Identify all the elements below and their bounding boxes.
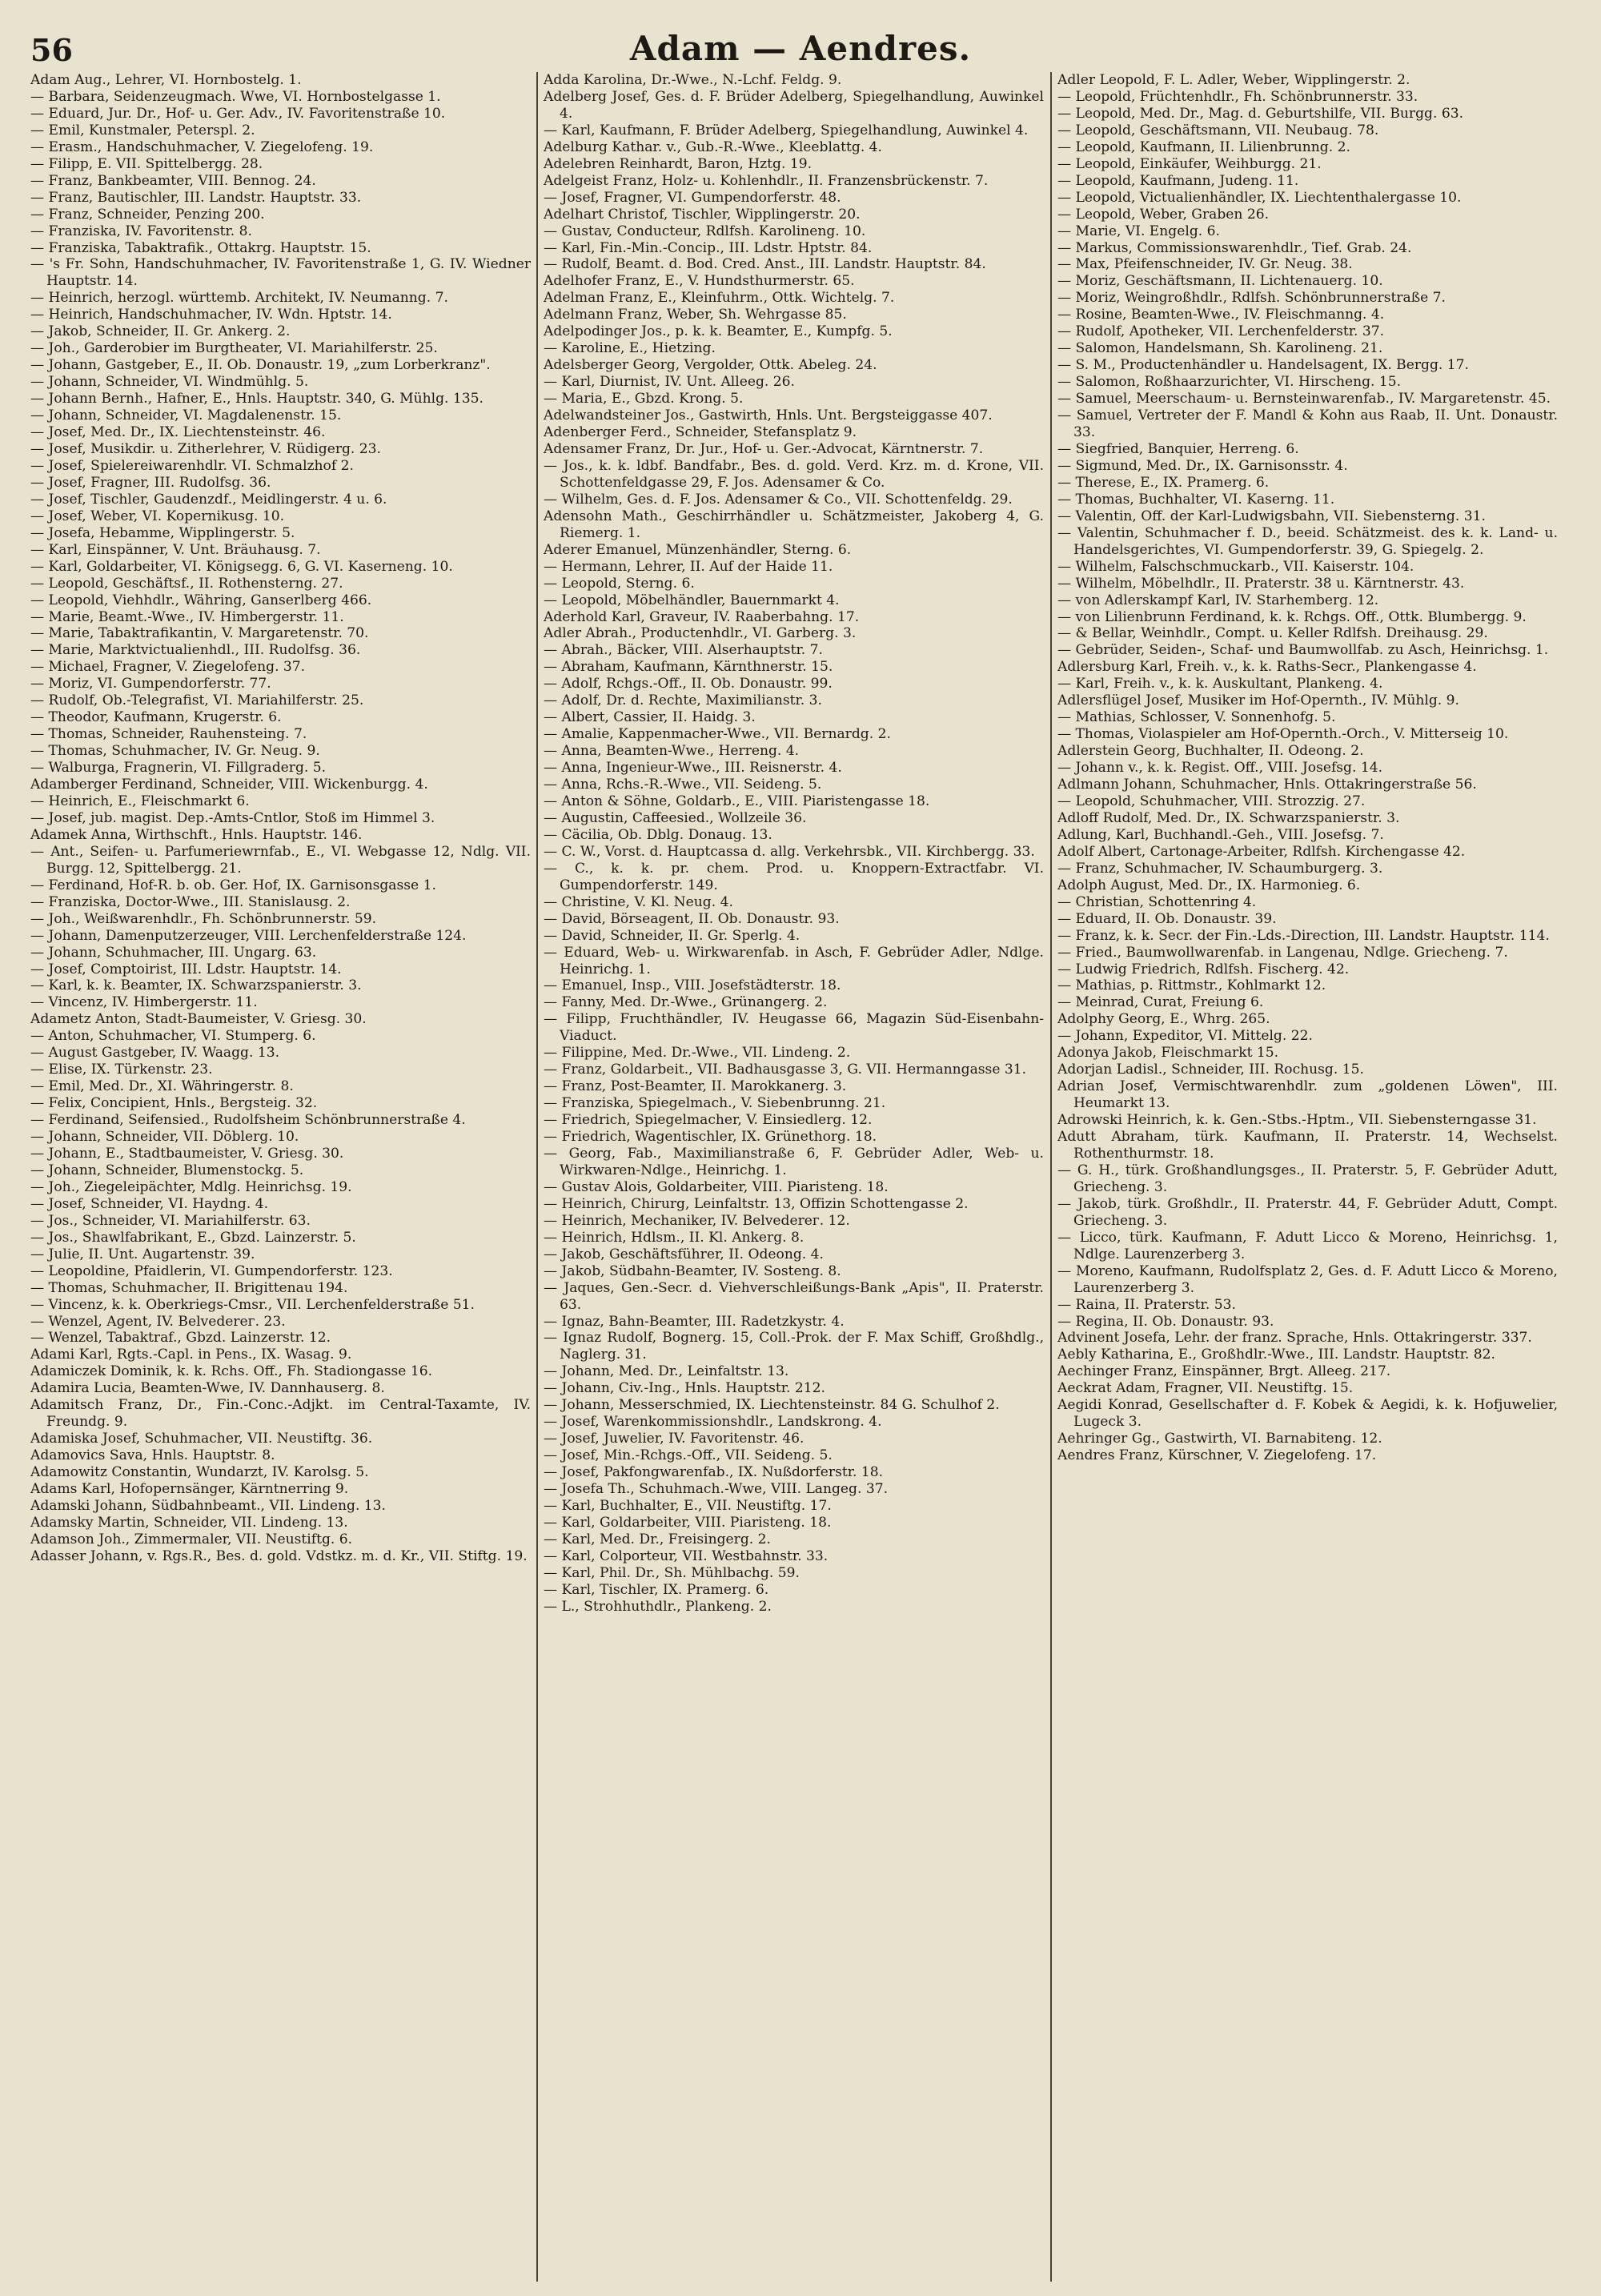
directory-entry: — Markus, Commissionswarenhdlr., Tief. Grab. 24. [1057, 239, 1412, 256]
directory-entry: Adensamer Franz, Dr. Jur., Hof- u. Ger.-Advocat, Kärntnerstr. 7. [544, 440, 984, 457]
directory-entry: — Josef, Schneider, VI. Haydng. 4. [30, 1195, 269, 1212]
directory-entry: — Christian, Schottenring 4. [1057, 893, 1257, 910]
directory-entry: — Cäcilia, Ob. Dblg. Donaug. 13. [544, 826, 772, 843]
directory-entry: — Josef, Juwelier, IV. Favoritenstr. 46. [544, 1431, 805, 1447]
directory-entry: — Jos., Schneider, VI. Mariahilferstr. 63. [30, 1212, 311, 1229]
directory-entry: — Gustav Alois, Goldarbeiter, VIII. Piaristeng. 18. [544, 1178, 889, 1195]
directory-entry: — Jaques, Gen.-Secr. d. Viehverschleißungs-Bank „Apis", II. Praterstr. 63. [544, 1279, 1044, 1313]
directory-entry: — Marie, Beamt.-Wwe., IV. Himbergerstr. 11. [30, 608, 344, 625]
directory-entry: — Leopold, Med. Dr., Mag. d. Geburtshilfe, VII. Burgg. 63. [1057, 105, 1464, 122]
directory-entry: — Ludwig Friedrich, Rdlfsh. Fischerg. 42. [1057, 961, 1350, 977]
directory-entry: — Eduard, Jur. Dr., Hof- u. Ger. Adv., IV. Favoritenstraße 10. [30, 105, 446, 122]
directory-entry: Adlersflügel Josef, Musiker im Hof-Opernth., IV. Mühlg. 9. [1057, 692, 1459, 709]
directory-entry: — S. M., Productenhändler u. Handelsagent, IX. Bergg. 17. [1057, 357, 1469, 374]
directory-entry: — David, Börseagent, II. Ob. Donaustr. 93. [544, 910, 840, 927]
directory-entry: — Thomas, Schneider, Rauhensteing. 7. [30, 726, 307, 743]
directory-entry: — Johann, Civ.-Ing., Hnls. Hauptstr. 212. [544, 1380, 825, 1397]
directory-entry: — von Adlerskampf Karl, IV. Starhemberg. 12. [1057, 592, 1379, 608]
directory-entry: — Georg, Fab., Maximilianstraße 6, F. Gebrüder Adler, Web- u. Wirkwaren-Ndlge., Heinrichg. 1. [544, 1146, 1044, 1178]
directory-entry: — Leopold, Einkäufer, Weihburgg. 21. [1057, 155, 1322, 172]
directory-entry: — Johann, Damenputzerzeuger, VIII. Lerchenfelderstraße 124. [30, 927, 467, 944]
directory-entry: Adams Karl, Hofopernsänger, Kärntnerring 9. [30, 1481, 349, 1498]
directory-entry: — Jakob, Geschäftsführer, II. Odeong. 4. [544, 1246, 824, 1262]
directory-entry: — Johann, Schneider, VI. Windmühlg. 5. [30, 374, 309, 391]
directory-entry: Adamiczek Dominik, k. k. Rchs. Off., Fh. Stadiongasse 16. [30, 1363, 433, 1380]
directory-entry: Adensohn Math., Geschirrhändler u. Schätzmeister, Jakoberg 4, G. Riemerg. 1. [544, 508, 1044, 541]
directory-entry: — Josef, Warenkommissionshdlr., Landskrong. 4. [544, 1414, 882, 1431]
directory-entry: — Barbara, Seidenzeugmach. Wwe, VI. Hornbostelgasse 1. [30, 88, 441, 105]
directory-entry: — Karl, Med. Dr., Freisingerg. 2. [544, 1531, 771, 1547]
directory-entry: Adelman Franz, E., Kleinfuhrm., Ottk. Wichtelg. 7. [544, 290, 895, 307]
directory-entry: — Leopold, Möbelhändler, Bauernmarkt 4. [544, 592, 840, 608]
directory-entry: — Jakob, türk. Großhdlr., II. Praterstr. 44, F. Gebrüder Adutt, Compt. Griecheng. 3. [1057, 1195, 1558, 1229]
directory-entry: — Leopold, Victualienhändler, IX. Liechtenthalergasse 10. [1057, 189, 1462, 206]
directory-entry: — Rudolf, Apotheker, VII. Lerchenfelderstr. 37. [1057, 323, 1385, 340]
directory-entry: — Adolf, Dr. d. Rechte, Maximilianstr. 3. [544, 692, 822, 709]
directory-entry: Aderer Emanuel, Münzenhändler, Sterng. 6. [544, 541, 852, 558]
directory-entry: — Karl, Freih. v., k. k. Auskultant, Plankeng. 4. [1057, 676, 1383, 692]
directory-entry: — Josefa Th., Schuhmach.-Wwe, VIII. Langeg. 37. [544, 1481, 889, 1498]
directory-entry: Advinent Josefa, Lehr. der franz. Sprache, Hnls. Ottakringerstr. 337. [1057, 1330, 1532, 1347]
directory-entry: Adlmann Johann, Schuhmacher, Hnls. Ottakringerstraße 56. [1057, 777, 1477, 793]
directory-entry: Adelsberger Georg, Vergolder, Ottk. Abeleg. 24. [544, 357, 877, 374]
directory-entry: — Meinrad, Curat, Freiung 6. [1057, 994, 1264, 1011]
directory-entry: Adorjan Ladisl., Schneider, III. Rochusg. 15. [1057, 1062, 1364, 1078]
directory-entry: — Mathias, Schlosser, V. Sonnenhofg. 5. [1057, 709, 1336, 726]
directory-entry: — Heinrich, Hdlsm., II. Kl. Ankerg. 8. [544, 1229, 805, 1246]
directory-entry: — Rudolf, Ob.-Telegrafist, VI. Mariahilferstr. 25. [30, 692, 364, 709]
directory-entry: — Karl, Kaufmann, F. Brüder Adelberg, Spiegelhandlung, Auwinkel 4. [544, 122, 1029, 138]
directory-entry: — David, Schneider, II. Gr. Sperlg. 4. [544, 927, 800, 944]
directory-entry: — Josef, jub. magist. Dep.-Amts-Cntlor, Stoß im Himmel 3. [30, 809, 435, 826]
directory-entry: — Abraham, Kaufmann, Kärnthnerstr. 15. [544, 659, 833, 676]
directory-entry: — Karl, Tischler, IX. Pramerg. 6. [544, 1581, 769, 1598]
directory-entry: — von Lilienbrunn Ferdinand, k. k. Rchgs. Off., Ottk. Blumbergg. 9. [1057, 608, 1527, 625]
directory-entry: — Adolf, Rchgs.-Off., II. Ob. Donaustr. 99. [544, 676, 833, 692]
directory-entry: — Franziska, IV. Favoritenstr. 8. [30, 223, 252, 239]
directory-entry: — G. H., türk. Großhandlungsges., II. Praterstr. 5, F. Gebrüder Adutt, Griecheng. 3. [1057, 1162, 1558, 1195]
directory-entry: — Josef, Weber, VI. Kopernikusg. 10. [30, 508, 285, 524]
directory-entry: Adonya Jakob, Fleischmarkt 15. [1057, 1045, 1279, 1062]
directory-entry: — Therese, E., IX. Pramerg. 6. [1057, 474, 1270, 491]
directory-entry: — Jakob, Schneider, II. Gr. Ankerg. 2. [30, 323, 291, 340]
directory-entry: — Wilhelm, Falschschmuckarb., VII. Kaiserstr. 104. [1057, 558, 1414, 575]
directory-entry: — Heinrich, E., Fleischmarkt 6. [30, 793, 250, 809]
directory-entry: Adamek Anna, Wirthschft., Hnls. Hauptstr. 146. [30, 826, 363, 843]
directory-entry: — Eduard, II. Ob. Donaustr. 39. [1057, 910, 1277, 927]
directory-entry: — Thomas, Buchhalter, VI. Kaserng. 11. [1057, 491, 1335, 508]
directory-entry: Adelburg Kathar. v., Gub.-R.-Wwe., Kleeblattg. 4. [544, 138, 882, 155]
directory-entry: — C., k. k. pr. chem. Prod. u. Knoppern-Extractfabr. VI. Gumpendorferstr. 149. [544, 860, 1044, 893]
directory-entry: — Anton & Söhne, Goldarb., E., VIII. Piaristengasse 18. [544, 793, 930, 809]
directory-entry: — Filipp, Fruchthändler, IV. Heugasse 66, Magazin Süd-Eisenbahn-Viaduct. [544, 1011, 1044, 1045]
directory-entry: — Joh., Weißwarenhdlr., Fh. Schönbrunnerstr. 59. [30, 910, 377, 927]
directory-entry: — Ant., Seifen- u. Parfumeriewrnfab., E., VI. Webgasse 12, Ndlg. VII. Burgg. 12, Spittelbergg. 21. [30, 843, 531, 877]
directory-entry: Adelwandsteiner Jos., Gastwirth, Hnls. Unt. Bergsteiggasse 407. [544, 407, 993, 424]
directory-entry: — Licco, türk. Kaufmann, F. Adutt Licco & Moreno, Heinrichsg. 1, Ndlge. Laurenzerberg 3. [1057, 1229, 1558, 1262]
directory-entry: — Erasm., Handschuhmacher, V. Ziegelofeng. 19. [30, 138, 374, 155]
directory-entry: — Felix, Concipient, Hnls., Bergsteig. 32. [30, 1095, 318, 1112]
directory-entry: Adler Abrah., Productenhdlr., VI. Garberg. 3. [544, 625, 857, 642]
directory-entry: Adamski Johann, Südbahnbeamt., VII. Lindeng. 13. [30, 1498, 386, 1515]
directory-entry: — Valentin, Off. der Karl-Ludwigsbahn, VII. Siebensterng. 31. [1057, 508, 1486, 524]
directory-entry: — Heinrich, Handschuhmacher, IV. Wdn. Hptstr. 14. [30, 307, 392, 323]
directory-entry: — Ferdinand, Seifensied., Rudolfsheim Schönbrunnerstraße 4. [30, 1112, 466, 1129]
directory-entry: — Karl, Fin.-Min.-Concip., III. Ldstr. Hptstr. 84. [544, 239, 873, 256]
directory-entry: — Leopold, Geschäftsmann, VII. Neubaug. 78. [1057, 122, 1379, 138]
directory-entry: — Johann, Schneider, VI. Magdalenenstr. 15. [30, 407, 342, 424]
directory-entry: — Josef, Fragner, III. Rudolfsg. 36. [30, 474, 271, 491]
directory-entry: — Theodor, Kaufmann, Krugerstr. 6. [30, 709, 282, 726]
directory-entry: — Franz, Bautischler, III. Landstr. Hauptstr. 33. [30, 189, 362, 206]
directory-entry: — 's Fr. Sohn, Handschuhmacher, IV. Favoritenstraße 1, G. IV. Wiedner Hauptstr. 14. [30, 256, 531, 290]
directory-entry: Adda Karolina, Dr.-Wwe., N.-Lchf. Feldg. 9. [544, 72, 842, 88]
page-header [30, 29, 1571, 74]
directory-entry: — Regina, II. Ob. Donaustr. 93. [1057, 1313, 1274, 1330]
directory-entry: — Wenzel, Agent, IV. Belvederег. 23. [30, 1313, 286, 1330]
directory-entry: — Leopold, Viehhdlr., Währing, Ganserlberg 466. [30, 592, 372, 608]
directory-entry: — Jakob, Südbahn-Beamter, IV. Sosteng. 8. [544, 1262, 841, 1279]
directory-entry: — Valentin, Schuhmacher f. D., beeid. Schätzmeist. des k. k. Land- u. Handelsgerichtes, VI. Gumpendorferstr. 39, G. Spiegelg. 2. [1057, 524, 1558, 558]
directory-entry: Adametz Anton, Stadt-Baumeister, V. Griesg. 30. [30, 1011, 367, 1028]
directory-entry: — Hermann, Lehrer, II. Auf der Haide 11. [544, 558, 833, 575]
directory-entry: Aebly Katharina, E., Großhdlr.-Wwe., III. Landstr. Hauptstr. 82. [1057, 1347, 1495, 1363]
directory-columns [30, 72, 1571, 2282]
directory-entry: Adelberg Josef, Ges. d. F. Brüder Adelberg, Spiegelhandlung, Auwinkel 4. [544, 88, 1044, 122]
directory-entry: — Joh., Garderobier im Burgtheater, VI. Mariahilferstr. 25. [30, 340, 438, 357]
directory-entry: — Franz, Schneider, Penzing 200. [30, 206, 265, 223]
directory-entry: Adasser Johann, v. Rgs.R., Bes. d. gold. Vdstkz. m. d. Kr., VII. Stiftg. 19. [30, 1547, 528, 1564]
directory-entry: — Joh., Ziegeleipächter, Mdlg. Heinrichsg. 19. [30, 1178, 352, 1195]
directory-entry: Adamberger Ferdinand, Schneider, VIII. Wickenburgg. 4. [30, 777, 428, 793]
directory-entry: Adler Leopold, F. L. Adler, Weber, Wipplingerstr. 2. [1057, 72, 1410, 88]
directory-entry: — Leopold, Sterng. 6. [544, 575, 695, 592]
directory-entry: Adrowski Heinrich, k. k. Gen.-Stbs.-Hptm., VII. Siebensterngasse 31. [1057, 1112, 1537, 1129]
directory-entry: — Karl, Phil. Dr., Sh. Mühlbachg. 59. [544, 1564, 800, 1581]
directory-entry: — Leopold, Schuhmacher, VIII. Strozzig. 27. [1057, 793, 1366, 809]
directory-entry: — Franz, Goldarbeit., VII. Badhausgasse 3, G. VII. Hermanngasse 31. [544, 1062, 1027, 1078]
directory-entry: — Marie, Marktvictualienhdl., III. Rudolfsg. 36. [30, 642, 361, 659]
directory-entry: — Thomas, Schuhmacher, IV. Gr. Neug. 9. [30, 743, 320, 760]
directory-entry: — Franz, k. k. Secr. der Fin.-Lds.-Direction, III. Landstr. Hauptstr. 114. [1057, 927, 1550, 944]
directory-entry: Adami Karl, Rgts.-Capl. in Pens., IX. Wasag. 9. [30, 1347, 352, 1363]
directory-entry: Aegidi Konrad, Gesellschafter d. F. Kobek & Aegidi, k. k. Hofjuwelier, Lugeck 3. [1057, 1397, 1558, 1431]
directory-entry: — Johann, E., Stadtbaumeister, V. Griesg. 30. [30, 1146, 344, 1162]
directory-entry: — Filippine, Med. Dr.-Wwe., VII. Lindeng. 2. [544, 1045, 851, 1062]
directory-entry: — Fried., Baumwollwarenfab. in Langenau, Ndlge. Griecheng. 7. [1057, 944, 1508, 961]
directory-entry: — August Gastgeber, IV. Waagg. 13. [30, 1045, 280, 1062]
directory-entry: — Johann, Expeditor, VI. Mittelg. 22. [1057, 1028, 1313, 1045]
directory-entry: — Emil, Kunstmaler, Peterspl. 2. [30, 122, 255, 138]
directory-entry: — Albert, Cassier, II. Haidg. 3. [544, 709, 756, 726]
directory-entry: Adolph August, Med. Dr., IX. Harmonieg. 6. [1057, 877, 1361, 893]
directory-entry: — Karl, Goldarbeiter, VIII. Piaristeng. 18. [544, 1514, 832, 1531]
directory-entry: — Josef, Min.-Rchgs.-Off., VII. Seideng. 5. [544, 1447, 833, 1464]
directory-entry: — Anna, Rchs.-R.-Wwe., VII. Seideng. 5. [544, 777, 822, 793]
directory-entry: — Emanuel, Insp., VIII. Josefstädterstr. 18. [544, 977, 841, 994]
directory-entry: — Walburga, Fragnerin, VI. Fillgraderg. 5. [30, 760, 327, 777]
directory-entry: Adamira Lucia, Beamten-Wwe, IV. Dannhauserg. 8. [30, 1380, 385, 1397]
directory-entry: — Elise, IX. Türkenstr. 23. [30, 1062, 213, 1078]
directory-entry: — Karl, Goldarbeiter, VI. Königsegg. 6, G. VI. Kaserneng. 10. [30, 558, 453, 575]
directory-entry: Adamowitz Constantin, Wundarzt, IV. Karolsg. 5. [30, 1464, 369, 1481]
directory-entry: Adamiska Josef, Schuhmacher, VII. Neustiftg. 36. [30, 1431, 373, 1447]
directory-entry: — L., Strohhuthdlr., Plankeng. 2. [544, 1598, 772, 1615]
directory-entry: — Franz, Bankbeamter, VIII. Bennog. 24. [30, 172, 316, 189]
directory-entry: — Raina, II. Praterstr. 53. [1057, 1296, 1236, 1313]
directory-entry: — Ferdinand, Hof-R. b. ob. Ger. Hof, IX. Garnisonsgasse 1. [30, 877, 436, 893]
directory-entry: — Moriz, Weingroßhdlr., Rdlfsh. Schönbrunnerstraße 7. [1057, 290, 1446, 307]
directory-entry: — Salomon, Roßhaarzurichter, VI. Hirscheng. 15. [1057, 374, 1402, 391]
directory-entry: Adutt Abraham, türk. Kaufmann, II. Praterstr. 14, Wechselst. Rothenthurmstr. 18. [1057, 1129, 1558, 1162]
directory-entry: — Josef, Pakfongwarenfab., IX. Nußdorferstr. 18. [544, 1464, 884, 1481]
directory-entry: Adenberger Ferd., Schneider, Stefansplatz 9. [544, 424, 857, 441]
directory-entry: — Karl, Diurnist, IV. Unt. Alleeg. 26. [544, 374, 795, 391]
directory-entry: — Moreno, Kaufmann, Rudolfsplatz 2, Ges. d. F. Adutt Licco & Moreno, Laurenzerberg 3. [1057, 1262, 1558, 1296]
directory-entry: — Josef, Spielereiwarenhdlr. VI. Schmalzhof 2. [30, 457, 354, 474]
directory-entry: Aendres Franz, Kürschner, V. Ziegelofeng. 17. [1057, 1447, 1377, 1464]
directory-entry: — Josef, Musikdir. u. Zitherlehrer, V. Rüdigerg. 23. [30, 440, 381, 457]
directory-entry: Adolphy Georg, E., Whrg. 265. [1057, 1011, 1270, 1028]
column-divider [536, 72, 538, 2282]
directory-entry: — Josef, Med. Dr., IX. Liechtensteinstr. 46. [30, 424, 326, 441]
directory-entry: — Anna, Ingenieur-Wwe., III. Reisnerstr. 4. [544, 760, 842, 777]
directory-entry: — Rudolf, Beamt. d. Bod. Cred. Anst., III. Landstr. Hauptstr. 84. [544, 256, 986, 273]
directory-entry: — Anna, Beamten-Wwe., Herreng. 4. [544, 743, 800, 760]
directory-entry: — Karl, Einspänner, V. Unt. Bräuhausg. 7. [30, 541, 321, 558]
directory-entry: — Samuel, Meerschaum- u. Bernsteinwarenfab., IV. Margaretenstr. 45. [1057, 391, 1551, 407]
directory-entry: Adamitsch Franz, Dr., Fin.-Conc.-Adjkt. im Central-Taxamte, IV. Freundg. 9. [30, 1397, 531, 1431]
directory-entry: — Leopold, Weber, Graben 26. [1057, 206, 1270, 223]
directory-entry: — Leopoldine, Pfaidlerin, VI. Gumpendorferstr. 123. [30, 1262, 393, 1279]
directory-entry: — Moriz, VI. Gumpendorferstr. 77. [30, 676, 271, 692]
directory-entry: Adam Aug., Lehrer, VI. Hornbostelg. 1. [30, 72, 302, 88]
directory-entry: — Jos., k. k. ldbf. Bandfabr., Bes. d. gold. Verd. Krz. m. d. Krone, VII. Schottenfeldgasse 29, F. Jos. Adensamer & Co. [544, 457, 1044, 491]
directory-entry: Adelpodinger Jos., p. k. k. Beamter, E., Kumpfg. 5. [544, 323, 893, 340]
directory-entry: — Moriz, Geschäftsmann, II. Lichtenauerg. 10. [1057, 273, 1383, 290]
directory-entry: — Gustav, Conducteur, Rdlfsh. Karolineng. 10. [544, 223, 866, 239]
directory-entry: — Johann, Gastgeber, E., II. Ob. Donaustr. 19, „zum Lorberkranz". [30, 357, 491, 374]
directory-entry: — Leopold, Geschäftsf., II. Rothensterng. 27. [30, 575, 343, 592]
directory-entry: — Karl, Buchhalter, E., VII. Neustiftg. 17. [544, 1498, 832, 1515]
directory-entry: — Friedrich, Spiegelmacher, V. Einsiedlerg. 12. [544, 1112, 873, 1129]
directory-entry: — Leopold, Kaufmann, II. Lilienbrunng. 2. [1057, 138, 1350, 155]
directory-entry: — Eduard, Web- u. Wirkwarenfab. in Asch, F. Gebrüder Adler, Ndlge. Heinrichg. 1. [544, 944, 1044, 977]
directory-entry: — Leopold, Kaufmann, Judeng. 11. [1057, 172, 1299, 189]
directory-entry: Aeckrat Adam, Fragner, VII. Neustiftg. 15. [1057, 1380, 1354, 1397]
directory-entry: — Franziska, Doctor-Wwe., III. Stanislausg. 2. [30, 893, 351, 910]
directory-entry: — Josef, Comptoirist, III. Ldstr. Hauptstr. 14. [30, 961, 342, 977]
directory-entry: — Marie, VI. Engelg. 6. [1057, 223, 1220, 239]
directory-entry: Adamovics Sava, Hnls. Hauptstr. 8. [30, 1447, 275, 1464]
directory-entry: — Johann, Schneider, Blumenstockg. 5. [30, 1162, 304, 1178]
directory-entry: — Vincenz, k. k. Oberkriegs-Cmsr., VII. Lerchenfelderstraße 51. [30, 1296, 475, 1313]
directory-entry: — Salomon, Handelsmann, Sh. Karolineng. 21. [1057, 340, 1383, 357]
directory-entry: — C. W., Vorst. d. Hauptcassa d. allg. Verkehrsbk., VII. Kirchbergg. 33. [544, 843, 1035, 860]
directory-entry: — Wilhelm, Möbelhdlr., II. Praterstr. 38 u. Kärntnerstr. 43. [1057, 575, 1465, 592]
directory-entry: — Thomas, Violaspieler am Hof-Opernth.-Orch., V. Mitterseig 10. [1057, 726, 1509, 743]
directory-entry: — Emil, Med. Dr., XI. Währingerstr. 8. [30, 1078, 294, 1095]
directory-entry: — Karl, k. k. Beamter, IX. Schwarzspanierstr. 3. [30, 977, 362, 994]
directory-entry: — Samuel, Vertreter der F. Mandl & Kohn aus Raab, II. Unt. Donaustr. 33. [1057, 407, 1558, 441]
directory-entry: — Heinrich, Chirurg, Leinfaltstr. 13, Offizin Schottengasse 2. [544, 1195, 969, 1212]
directory-entry: Adelhofer Franz, E., V. Hundsthurmerstr. 65. [544, 273, 855, 290]
directory-entry: Adlersburg Karl, Freih. v., k. k. Raths-Secr., Plankengasse 4. [1057, 659, 1477, 676]
directory-entry: Aechinger Franz, Einspänner, Brgt. Alleeg. 217. [1057, 1363, 1391, 1380]
directory-entry: Aderhold Karl, Graveur, IV. Raaberbahng. 17. [544, 608, 860, 625]
directory-entry: — Sigmund, Med. Dr., IX. Garnisonsstr. 4. [1057, 457, 1348, 474]
directory-entry: Adelgeist Franz, Holz- u. Kohlenhdlr., II. Franzensbrückenstr. 7. [544, 172, 989, 189]
column-3 [1057, 72, 1558, 2282]
directory-entry: — Rosine, Beamten-Wwe., IV. Fleischmanng. 4. [1057, 307, 1385, 323]
directory-entry: Adamsky Martin, Schneider, VII. Lindeng. 13. [30, 1514, 348, 1531]
directory-entry: Adamson Joh., Zimmermaler, VII. Neustiftg. 6. [30, 1531, 353, 1547]
directory-entry: — Michael, Fragner, V. Ziegelofeng. 37. [30, 659, 306, 676]
directory-entry: — Max, Pfeifenschneider, IV. Gr. Neug. 38. [1057, 256, 1353, 273]
directory-entry: — Josef, Fragner, VI. Gumpendorferstr. 48. [544, 189, 841, 206]
directory-entry: — Mathias, p. Rittmstr., Kohlmarkt 12. [1057, 977, 1326, 994]
directory-entry: — Franziska, Spiegelmach., V. Siebenbrunng. 21. [544, 1095, 886, 1112]
directory-entry: Adelebren Reinhardt, Baron, Hztg. 19. [544, 155, 813, 172]
directory-entry: — Franz, Post-Beamter, II. Marokkanerg. 3. [544, 1078, 847, 1095]
directory-entry: — Vincenz, IV. Himbergerstr. 11. [30, 994, 258, 1011]
directory-entry: — Johann v., k. k. Regist. Off., VIII. Josefsg. 14. [1057, 760, 1383, 777]
directory-entry: — Johann, Schneider, VII. Döblerg. 10. [30, 1129, 299, 1146]
directory-entry: — Wilhelm, Ges. d. F. Jos. Adensamer & Co., VII. Schottenfeldg. 29. [544, 491, 1013, 508]
directory-entry: — Thomas, Schuhmacher, II. Brigittenau 194. [30, 1279, 348, 1296]
directory-entry: — Augustin, Caffeesied., Wollzeile 36. [544, 809, 807, 826]
directory-entry: — Karl, Colporteur, VII. Westbahnstr. 33. [544, 1547, 829, 1564]
directory-entry: — Josef, Tischler, Gaudenzdf., Meidlingerstr. 4 u. 6. [30, 491, 387, 508]
directory-entry: — Jos., Shawlfabrikant, E., Gbzd. Lainzerstr. 5. [30, 1229, 356, 1246]
column-divider [1050, 72, 1052, 2282]
directory-entry: — Leopold, Früchtenhdlr., Fh. Schönbrunnerstr. 33. [1057, 88, 1418, 105]
directory-entry: — Johann, Messerschmied, IX. Liechtensteinstr. 84 G. Schulhof 2. [544, 1397, 1000, 1414]
directory-entry: — Josefa, Hebamme, Wipplingerstr. 5. [30, 524, 295, 541]
directory-entry: — Karoline, E., Hietzing. [544, 340, 716, 357]
directory-entry: — & Bellar, Weinhdlr., Compt. u. Keller Rdlfsh. Dreihausg. 29. [1057, 625, 1488, 642]
directory-entry: — Gebrüder, Seiden-, Schaf- und Baumwollfab. zu Asch, Heinrichsg. 1. [1057, 642, 1549, 659]
directory-entry: — Friedrich, Wagentischler, IX. Grünethorg. 18. [544, 1129, 877, 1146]
directory-entry: Adloff Rudolf, Med. Dr., IX. Schwarzspanierstr. 3. [1057, 809, 1400, 826]
page-number: 56 [30, 32, 73, 68]
directory-entry: — Heinrich, Mechaniker, IV. Belvederег. 12. [544, 1212, 850, 1229]
directory-entry: — Fanny, Med. Dr.-Wwe., Grünangerg. 2. [544, 994, 828, 1011]
directory-entry: — Julie, II. Unt. Augartenstr. 39. [30, 1246, 255, 1262]
directory-entry: — Johann Bernh., Hafner, E., Hnls. Hauptstr. 340, G. Mühlg. 135. [30, 391, 484, 407]
directory-entry: — Anton, Schuhmacher, VI. Stumperg. 6. [30, 1028, 316, 1045]
directory-entry: Adolf Albert, Cartonage-Arbeiter, Rdlfsh. Kirchengasse 42. [1057, 843, 1466, 860]
directory-entry: — Johann, Schuhmacher, III. Ungarg. 63. [30, 944, 317, 961]
directory-entry: — Siegfried, Banquier, Herreng. 6. [1057, 440, 1299, 457]
directory-entry: Adlerstein Georg, Buchhalter, II. Odeong. 2. [1057, 743, 1364, 760]
directory-entry: Adlung, Karl, Buchhandl.-Geh., VIII. Josefsg. 7. [1057, 826, 1384, 843]
directory-entry: — Johann, Med. Dr., Leinfaltstr. 13. [544, 1363, 789, 1380]
running-head: Adam — Aendres. [629, 29, 972, 68]
directory-entry: — Marie, Tabaktrafikantin, V. Margaretenstr. 70. [30, 625, 369, 642]
directory-entry: Adelhart Christof, Tischler, Wipplingerstr. 20. [544, 206, 861, 223]
directory-entry: — Heinrich, herzogl. württemb. Architekt, IV. Neumanng. 7. [30, 290, 448, 307]
directory-entry: — Wenzel, Tabaktraf., Gbzd. Lainzerstr. 12. [30, 1330, 331, 1347]
directory-entry: — Abrah., Bäcker, VIII. Alserhauptstr. 7. [544, 642, 823, 659]
directory-entry: Adrian Josef, Vermischtwarenhdlr. zum „goldenen Löwen", III. Heumarkt 13. [1057, 1078, 1558, 1112]
directory-entry: — Amalie, Kappenmacher-Wwe., VII. Bernardg. 2. [544, 726, 891, 743]
directory-entry: — Franz, Schuhmacher, IV. Schaumburgerg. 3. [1057, 860, 1383, 877]
directory-entry: Aehringer Gg., Gastwirth, VI. Barnabiteng. 12. [1057, 1431, 1382, 1447]
directory-entry: — Christine, V. Kl. Neug. 4. [544, 893, 733, 910]
directory-entry: Adelmann Franz, Weber, Sh. Wehrgasse 85. [544, 307, 847, 323]
directory-entry: — Ignaz Rudolf, Bognerg. 15, Coll.-Prok. der F. Max Schiff, Großhdlg., Naglerg. 31. [544, 1330, 1044, 1363]
column-2 [544, 72, 1044, 2282]
directory-entry: — Franziska, Tabaktrafik., Ottakrg. Hauptstr. 15. [30, 239, 371, 256]
directory-entry: — Filipp, E. VII. Spittelbergg. 28. [30, 155, 263, 172]
directory-entry: — Maria, E., Gbzd. Krong. 5. [544, 391, 744, 407]
column-1 [30, 72, 531, 2282]
directory-entry: — Ignaz, Bahn-Beamter, III. Radetzkystr. 4. [544, 1313, 845, 1330]
